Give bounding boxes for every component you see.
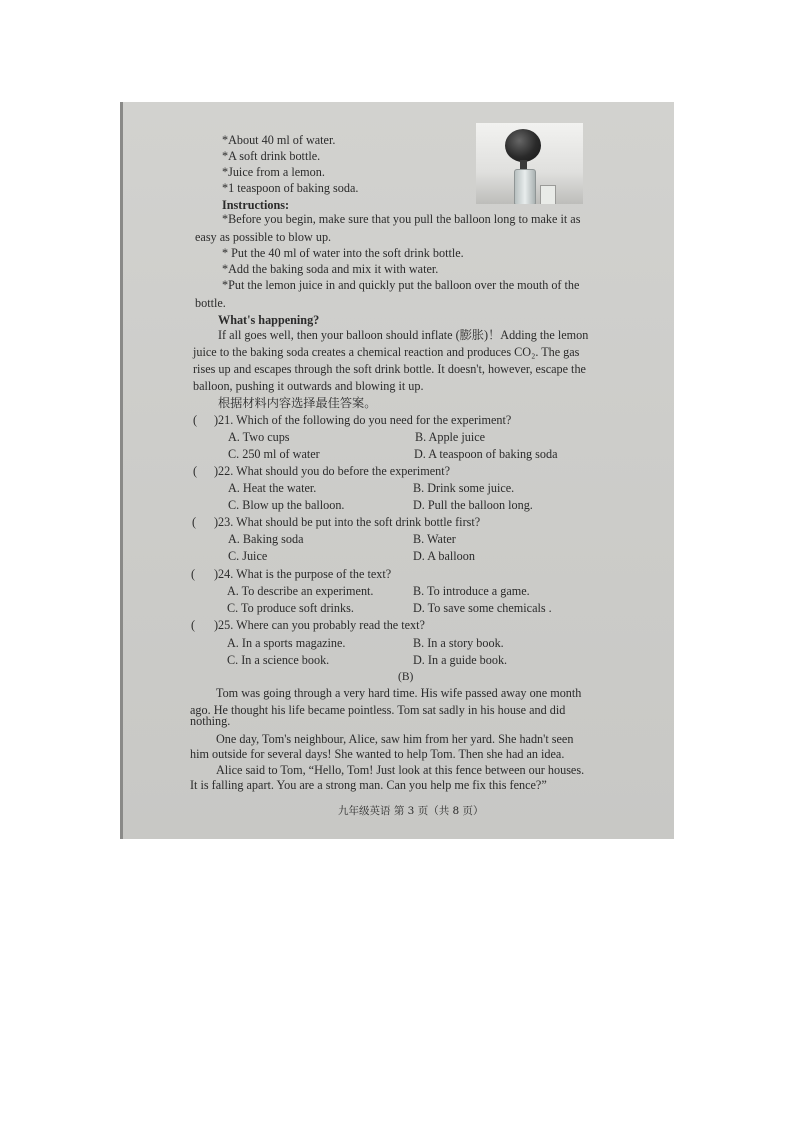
answer-paren: ( xyxy=(193,413,198,427)
option-d: D. A balloon xyxy=(413,549,475,563)
material-item: *1 teaspoon of baking soda. xyxy=(222,181,359,195)
option-d: D. A teaspoon of baking soda xyxy=(414,447,558,461)
option-b: B. Apple juice xyxy=(415,430,486,444)
answer-paren: ( xyxy=(193,464,198,478)
option-c: C. Blow up the balloon. xyxy=(228,498,345,512)
answer-paren: ( xyxy=(191,567,196,581)
answer-paren: ( xyxy=(191,618,196,632)
page-edge-shadow xyxy=(120,102,123,839)
page-footer: 九年级英语 第 3 页（共 8 页） xyxy=(338,805,484,817)
paragraph-line: juice to the baking soda creates a chemical reaction and produces CO₂. The gas xyxy=(193,345,580,359)
option-a: A. In a sports magazine. xyxy=(227,636,346,650)
section-b-label: (B) xyxy=(398,671,414,683)
material-item: *A soft drink bottle. xyxy=(222,149,321,163)
option-b: B. Drink some juice. xyxy=(413,481,515,495)
option-a: A. To describe an experiment. xyxy=(227,584,374,598)
option-a: A. Two cups xyxy=(228,430,290,444)
question-stem: )22. What should you do before the experiment? xyxy=(214,464,451,478)
answer-paren: ( xyxy=(192,515,197,529)
balloon-experiment-photo xyxy=(476,123,583,204)
paragraph-line: If all goes well, then your balloon should inflate (膨胀)！Adding the lemon xyxy=(218,328,589,342)
directions-text: 根据材料内容选择最佳答案。 xyxy=(218,396,377,410)
question-stem: )21. Which of the following do you need for the experiment? xyxy=(214,413,512,427)
option-d: D. To save some chemicals . xyxy=(413,601,552,615)
instruction-line: *Put the lemon juice in and quickly put the balloon over the mouth of the xyxy=(222,278,580,292)
happening-heading: What's happening? xyxy=(218,313,320,327)
instruction-line: bottle. xyxy=(195,296,226,310)
question-stem: )23. What should be put into the soft drink bottle first? xyxy=(214,515,481,529)
instructions-heading: Instructions: xyxy=(222,198,290,212)
question-stem: )25. Where can you probably read the text? xyxy=(214,618,425,632)
option-b: B. To introduce a game. xyxy=(413,584,530,598)
instruction-line: *Before you begin, make sure that you pull the balloon long to make it as xyxy=(222,212,581,226)
passage-line: ago. He thought his life became pointless. Tom sat sadly in his house and did xyxy=(190,703,566,717)
option-a: A. Heat the water. xyxy=(228,481,317,495)
bottle-image xyxy=(514,169,536,204)
option-b: B. In a story book. xyxy=(413,636,504,650)
balloon-image xyxy=(505,129,541,162)
option-c: C. 250 ml of water xyxy=(228,447,320,461)
passage-line: nothing. xyxy=(190,714,231,728)
option-d: D. Pull the balloon long. xyxy=(413,498,533,512)
passage-line: Tom was going through a very hard time. His wife passed away one month xyxy=(216,686,582,700)
option-c: C. In a science book. xyxy=(227,653,330,667)
passage-line: It is falling apart. You are a strong man. Can you help me fix this fence?” xyxy=(190,778,547,792)
option-a: A. Baking soda xyxy=(228,532,304,546)
paragraph-line: rises up and escapes through the soft drink bottle. It doesn't, however, escape the xyxy=(193,362,586,376)
material-item: *About 40 ml of water. xyxy=(222,133,336,147)
option-b: B. Water xyxy=(413,532,456,546)
instruction-line: * Put the 40 ml of water into the soft drink bottle. xyxy=(222,246,464,260)
material-item: *Juice from a lemon. xyxy=(222,165,325,179)
instruction-line: easy as possible to blow up. xyxy=(195,230,332,244)
passage-line: One day, Tom's neighbour, Alice, saw him from her yard. She hadn't seen xyxy=(216,732,574,746)
passage-line: Alice said to Tom, “Hello, Tom! Just look at this fence between our houses. xyxy=(216,763,585,777)
option-c: C. Juice xyxy=(228,549,268,563)
paragraph-line: balloon, pushing it outwards and blowing it up. xyxy=(193,379,424,393)
question-stem: )24. What is the purpose of the text? xyxy=(214,567,392,581)
option-d: D. In a guide book. xyxy=(413,653,508,667)
instruction-line: *Add the baking soda and mix it with water. xyxy=(222,262,439,276)
cup-image xyxy=(540,185,556,204)
option-c: C. To produce soft drinks. xyxy=(227,601,354,615)
passage-line: him outside for several days! She wanted to help Tom. Then she had an idea. xyxy=(190,747,565,761)
